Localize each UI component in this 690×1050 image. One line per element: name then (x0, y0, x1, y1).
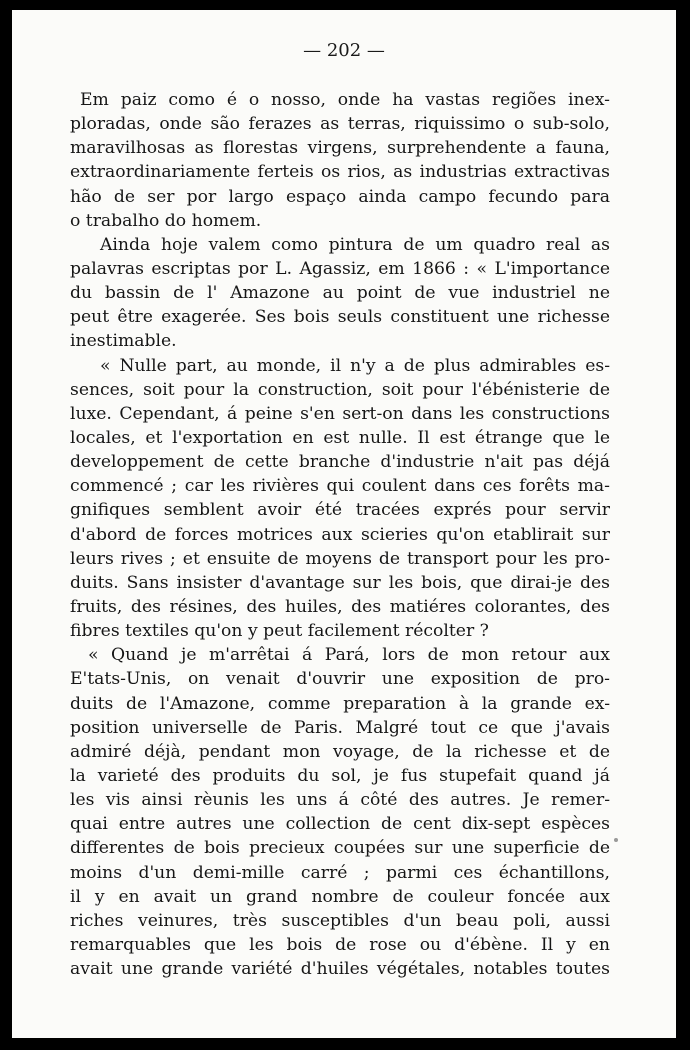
text-line: maravilhosas as florestas virgens, surprehendente a fauna, (70, 138, 610, 159)
text-line: differentes de bois precieux coupées sur une superficie de (70, 838, 610, 859)
text-line: leurs rives ; et ensuite de moyens de transport pour les pro- (70, 548, 610, 569)
text-line: il y en avait un grand nombre de couleur foncée aux (70, 886, 610, 907)
book-page (12, 10, 676, 1038)
text-line: riches veinures, très susceptibles d'un beau poli, aussi (70, 910, 610, 931)
text-line: la varieté des produits du sol, je fus stupefait quand já (70, 765, 610, 786)
text-line: gnifiques semblent avoir été tracées exprés pour servir (70, 500, 610, 521)
text-line: duits. Sans insister d'avantage sur les bois, que dirai-je des (70, 572, 610, 593)
text-line: peut être exagerée. Ses bois seuls constituent une richesse (70, 307, 610, 328)
text-line: developpement de cette branche d'industrie n'ait pas déjá (70, 452, 610, 473)
text-line: position universelle de Paris. Malgré tout ce que j'avais (70, 717, 610, 738)
body-text (70, 88, 610, 981)
text-line: d'abord de forces motrices aux scieries qu'on etablirait sur (70, 524, 610, 545)
text-line: Em paiz como é o nosso, onde ha vastas regiões inex- (80, 90, 610, 110)
text-line: avait une grande variété d'huiles végétales, notables toutes (70, 959, 610, 980)
text-line: fruits, des résines, des huiles, des matiéres colorantes, des (70, 596, 610, 617)
text-line: « Quand je m'arrêtai á Pará, lors de mon retour aux (88, 645, 610, 666)
text-line: Ainda hoje valem como pintura de um quadro real as (100, 234, 610, 255)
paper-speck (614, 838, 618, 842)
text-line: E'tats-Unis, on venait d'ouvrir une exposition de pro- (70, 669, 610, 690)
text-line: commencé ; car les rivières qui coulent dans ces forêts ma- (70, 476, 610, 497)
page-number: — 202 — (303, 40, 385, 61)
text-line: hão de ser por largo espaço ainda campo fecundo para (70, 186, 610, 207)
text-line: fibres textiles qu'on y peut facilement récolter ? (70, 621, 489, 642)
text-line: extraordinariamente ferteis os rios, as industrias extractivas (70, 162, 610, 183)
text-line: duits de l'Amazone, comme preparation à la grande ex- (70, 693, 610, 714)
text-line: moins d'un demi-mille carré ; parmi ces échantillons, (70, 862, 610, 883)
text-line: remarquables que les bois de rose ou d'ébène. Il y en (70, 934, 610, 955)
text-line: sences, soit pour la construction, soit pour l'ébénisterie de (70, 379, 610, 400)
text-line: o trabalho do homem. (70, 210, 262, 231)
text-line: locales, et l'exportation en est nulle. Il est étrange que le (70, 427, 610, 448)
text-line: luxe. Cependant, á peine s'en sert-on dans les constructions (70, 403, 610, 424)
text-line: « Nulle part, au monde, il n'y a de plus admirables es- (100, 355, 610, 376)
text-line: inestimable. (70, 331, 177, 352)
text-line: admiré déjà, pendant mon voyage, de la richesse et de (70, 741, 610, 762)
text-line: du bassin de l' Amazone au point de vue industriel ne (70, 283, 610, 304)
text-line: les vis ainsi rèunis les uns á côté des autres. Je remer- (70, 790, 610, 811)
text-line: palavras escriptas por L. Agassiz, em 1866 : « L'importance (70, 258, 610, 279)
text-line: ploradas, onde são ferazes as terras, riquissimo o sub-solo, (70, 114, 610, 135)
text-line: quai entre autres une collection de cent dix-sept espèces (70, 814, 610, 835)
